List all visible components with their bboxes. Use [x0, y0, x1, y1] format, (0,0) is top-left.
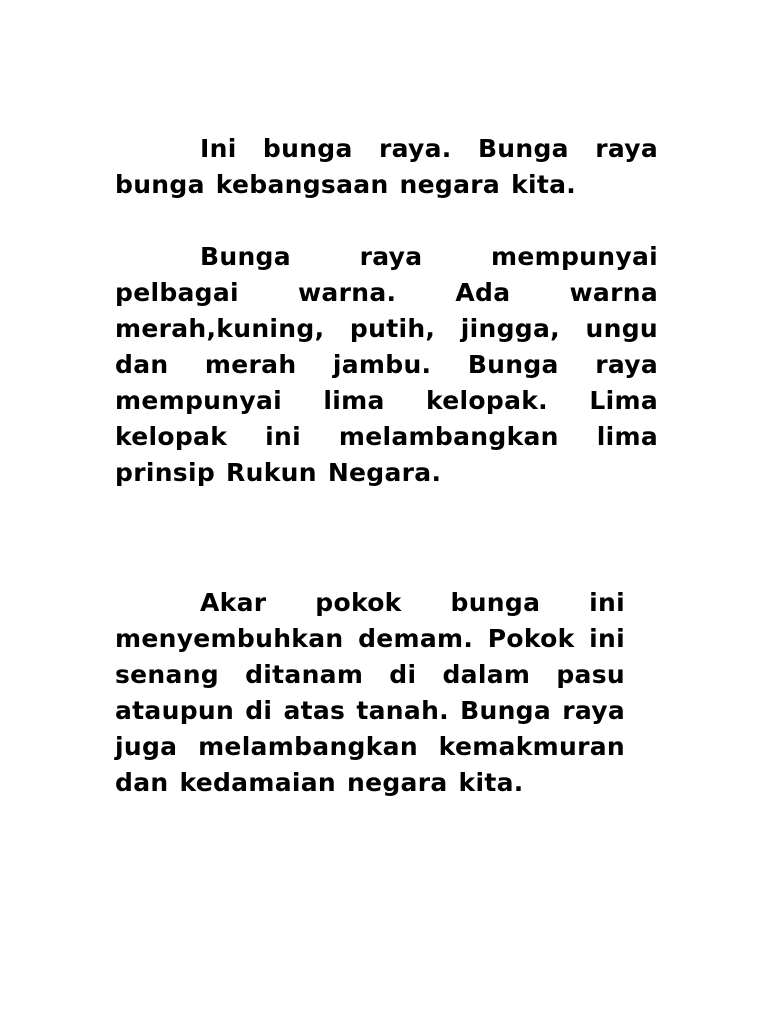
paragraph-colours-petals: Bunga raya mempunyai pelbagai warna. Ada warna merah,kuning, putih, jingga, ungu dan merah jambu. Bunga raya mempunyai lima kelopak. Lima kelopak ini melambangkan lima prinsip Rukun Negara.	[115, 242, 658, 487]
paragraph-uses-meaning: Akar pokok bunga ini menyembuhkan demam. Pokok ini senang ditanam di dalam pasu ataupun di atas tanah. Bunga raya juga melambangkan kemakmuran dan kedamaian negara kita.	[115, 588, 625, 797]
paragraph-intro: Ini bunga raya. Bunga raya bunga kebangsaan negara kita.	[115, 134, 658, 199]
